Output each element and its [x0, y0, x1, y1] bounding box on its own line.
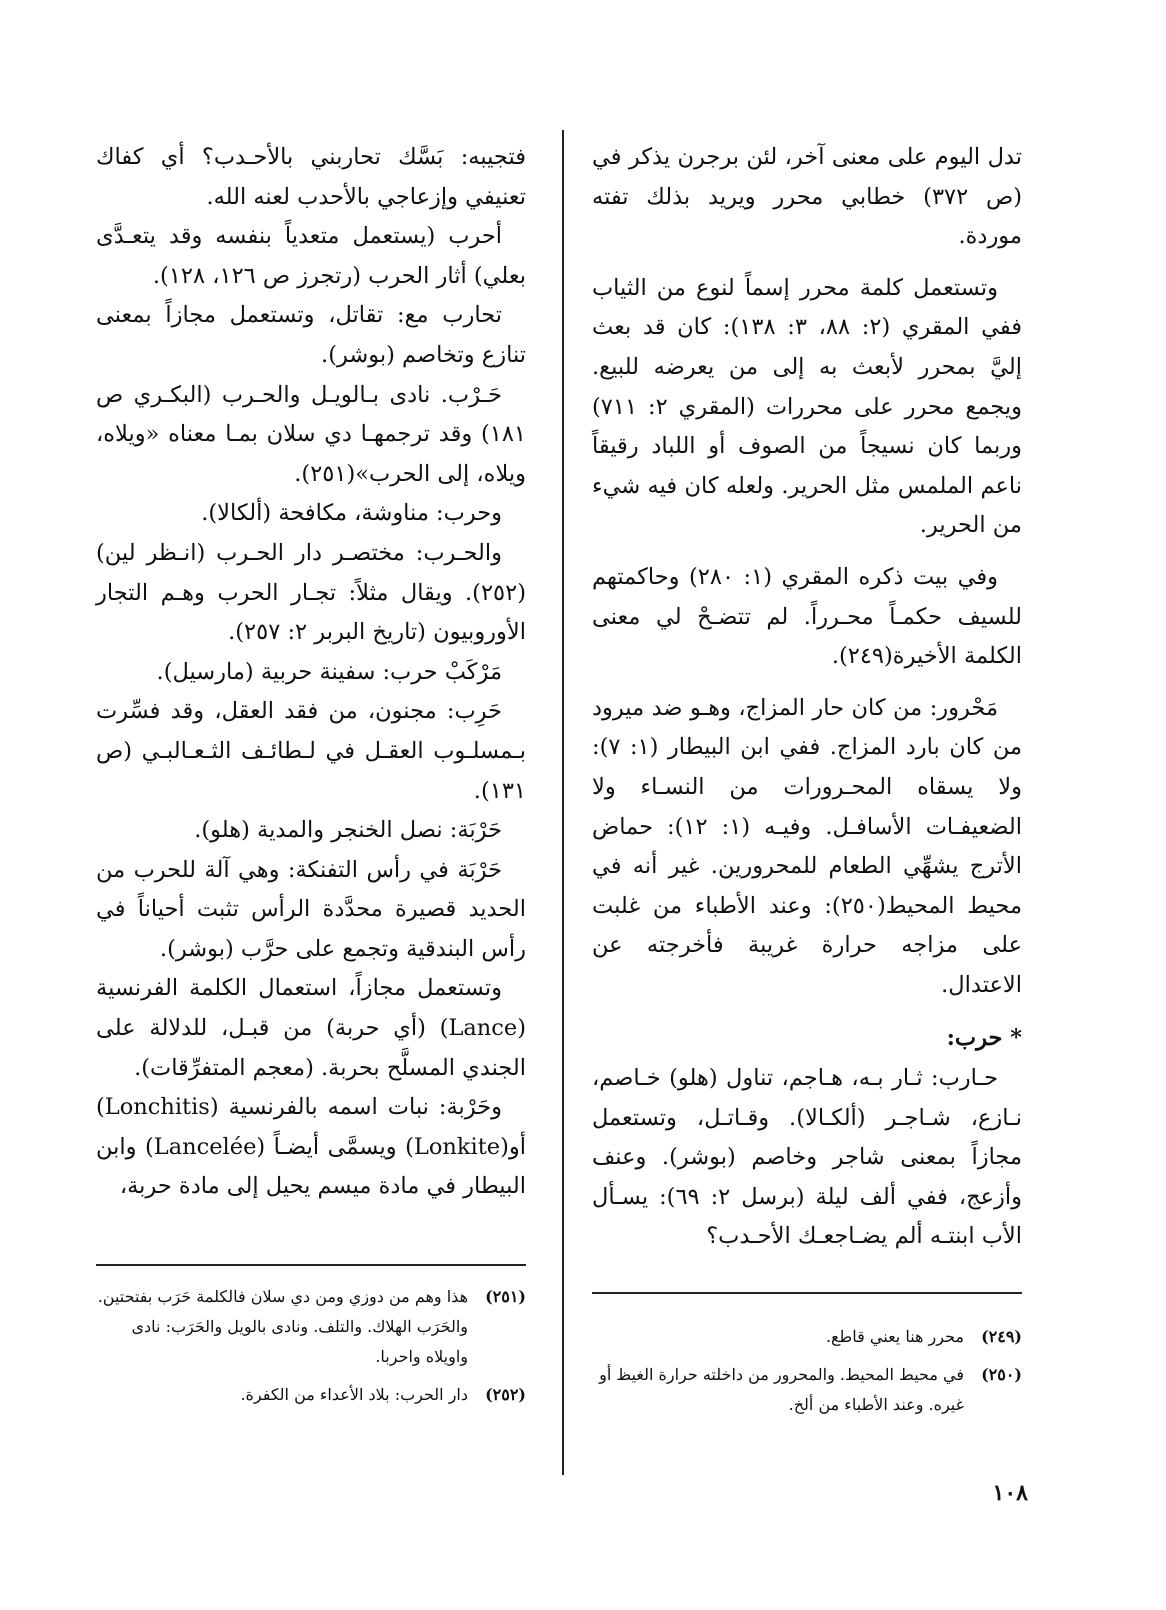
footnote: [592, 1360, 1022, 1420]
paragraph: وتستعمل مجازاً، استعمال الكلمة الفرنسية (Lance) (أي حربة) من قبـل، للدلالة على الجندي المسلَّح بحربة. (معجم المتفرِّقات).: [96, 975, 526, 1081]
footnote: [592, 1322, 1022, 1352]
footnote-text: دار الحرب: بلاد الأعداء من الكفرة.: [240, 1385, 468, 1404]
footnote-number: (٢٤٩): [981, 1327, 1022, 1346]
left-column: [96, 138, 526, 1207]
footnotes-right: [592, 1322, 1022, 1428]
footnote-text: محرر هنا يعني قاطع.: [825, 1327, 964, 1346]
paragraph: وحرب: مناوشة، مكافحة (ألكالا).: [201, 500, 502, 527]
footnote-text: في محيط المحيط. والمحرور من داخلته حرارة الغيظ أو غيره. وعند الأطباء من ألخ.: [599, 1365, 964, 1414]
paragraph: وتستعمل كلمة محرر إسماً لنوع من الثياب ففي المقري (٢: ٨٨، ٣: ١٣٨): كان قد بعث إليَّ بمحرر لأبعث به إلى من يعرضه للبيع. ويجمع محرر على محررات (المقري ٢: ٧١١) وربما كان نسيجاً من الصوف أو اللباد رقيقاً ناعم الملمس مثل الحرير. ولعله كان فيه شيء من الحرير.: [592, 274, 1023, 539]
footnote-number: (٢٥٠): [981, 1365, 1022, 1384]
entry-heading: * حرب:: [946, 1025, 1022, 1052]
column-divider: [562, 130, 564, 1475]
paragraph: والحـرب: مختصـر دار الحـرب (انـظر لين)(٢٥٢). ويقال مثلاً: تجـار الحرب وهـم التجار الأوروبيون (تاريخ البربر ٢: ٢٥٧).: [96, 539, 526, 646]
paragraph: حَـرْب. نادى بـالويـل والحـرب (البكـري ص ١٨١) وقد ترجمهـا دي سلان بمـا معناه «ويلاه، ويلاه، إلى الحرب»(٢٥١).: [96, 381, 526, 487]
footnote: [96, 1282, 526, 1372]
footnote-number: (٢٥٢): [485, 1385, 526, 1404]
page-number: ١٠٨: [992, 1480, 1028, 1506]
paragraph: تحارب مع: تقاتل، وتستعمل مجازاً بمعنى تنازع وتخاصم (بوشر).: [96, 302, 526, 368]
footnote: [96, 1380, 526, 1410]
footnote-text: هذا وهم من دوزي ومن دي سلان فالكلمة حَرَب بفتحتين. والحَرَب الهلاك. والتلف. ونادى بالويل والحَرَب: نادى واويلاه واحربا.: [97, 1287, 468, 1366]
paragraph: حَرْبَة: نصل الخنجر والمدية (هلو).: [194, 817, 502, 844]
paragraph: وفي بيت ذكره المقري (١: ٢٨٠) وحاكمتهم للسيف حكمـاً محـرراً. لم تتضـحْ لي معنى الكلمة الأخيرة(٢٤٩).: [592, 563, 1022, 670]
paragraph: مَرْكَبْ حرب: سفينة حربية (مارسيل).: [156, 658, 502, 685]
paragraph: أحرب (يستعمل متعدياً بنفسه وقد يتعـدَّى بعلي) أثار الحرب (رتجرز ص ١٢٦، ١٢٨).: [96, 223, 526, 289]
paragraph: حـارب: ثـار بـه، هـاجم، تناول (هلو) خـاصم، نـازع، شـاجـر (ألكـالا). وقـاتـل، وتستعمل مجازاً بمعنى شاجر وخاصم (بوشر). وعنف وأزعج، ففي ألف ليلة (برسل ٢: ٦٩): يسـأل الأب ابنتـه ألم يضـاجعـك الأحـدب؟: [592, 1065, 1023, 1250]
footnotes-left: [96, 1282, 526, 1418]
paragraph: حَرْبَة في رأس التفنكة: وهي آلة للحرب من الحديد قصيرة محدَّدة الرأس تثبت أحياناً في رأس البندقية وتجمع على حرَّب (بوشر).: [96, 856, 526, 962]
paragraph: وحَرْبة: نبات اسمه بالفرنسية (Lonchitis) أو(Lonkite) ويسمَّى أيضـاً (Lancelée) وابن البيطار في مادة ميسم يحيل إلى مادة حربة،: [96, 1094, 526, 1200]
paragraph: فتجيبه: بَسَّك تحاربني بالأحـدب؟ أي كفاك تعنيفي وإزعاجي بالأحدب لعنه الله.: [96, 144, 526, 210]
right-column: [592, 138, 1022, 1257]
paragraph: حَرِب: مجنون، من فقد العقل، وقد فسِّرت بـمسلـوب العقـل في لـطائـف الثـعـالبـي (ص ١٣١).: [96, 698, 526, 804]
paragraph: مَحْرور: من كان حار المزاج، وهـو ضد ميرود من كان بارد المزاج. ففي ابن البيطار (١: ٧): ولا يسقاه المحـرورات من النسـاء ولا الضعيفـات الأسافـل. وفيـه (١: ١٢): حماض الأترج يشهِّي الطعام للمحرورين. غير أنه في محيط المحيط(٢٥٠): وعند الأطباء من غلبت على مزاجه حرارة غريبة فأخرجته عن الاعتدال.: [592, 694, 1022, 998]
paragraph: تدل اليوم على معنى آخر، لئن برجرن يذكر في (ص ٣٧٢) خطابي محرر ويريد بذلك تفته موردة.: [592, 144, 1022, 250]
footnote-rule: [592, 1292, 1022, 1294]
footnote-number: (٢٥١): [485, 1287, 526, 1306]
footnote-rule: [96, 1264, 526, 1266]
